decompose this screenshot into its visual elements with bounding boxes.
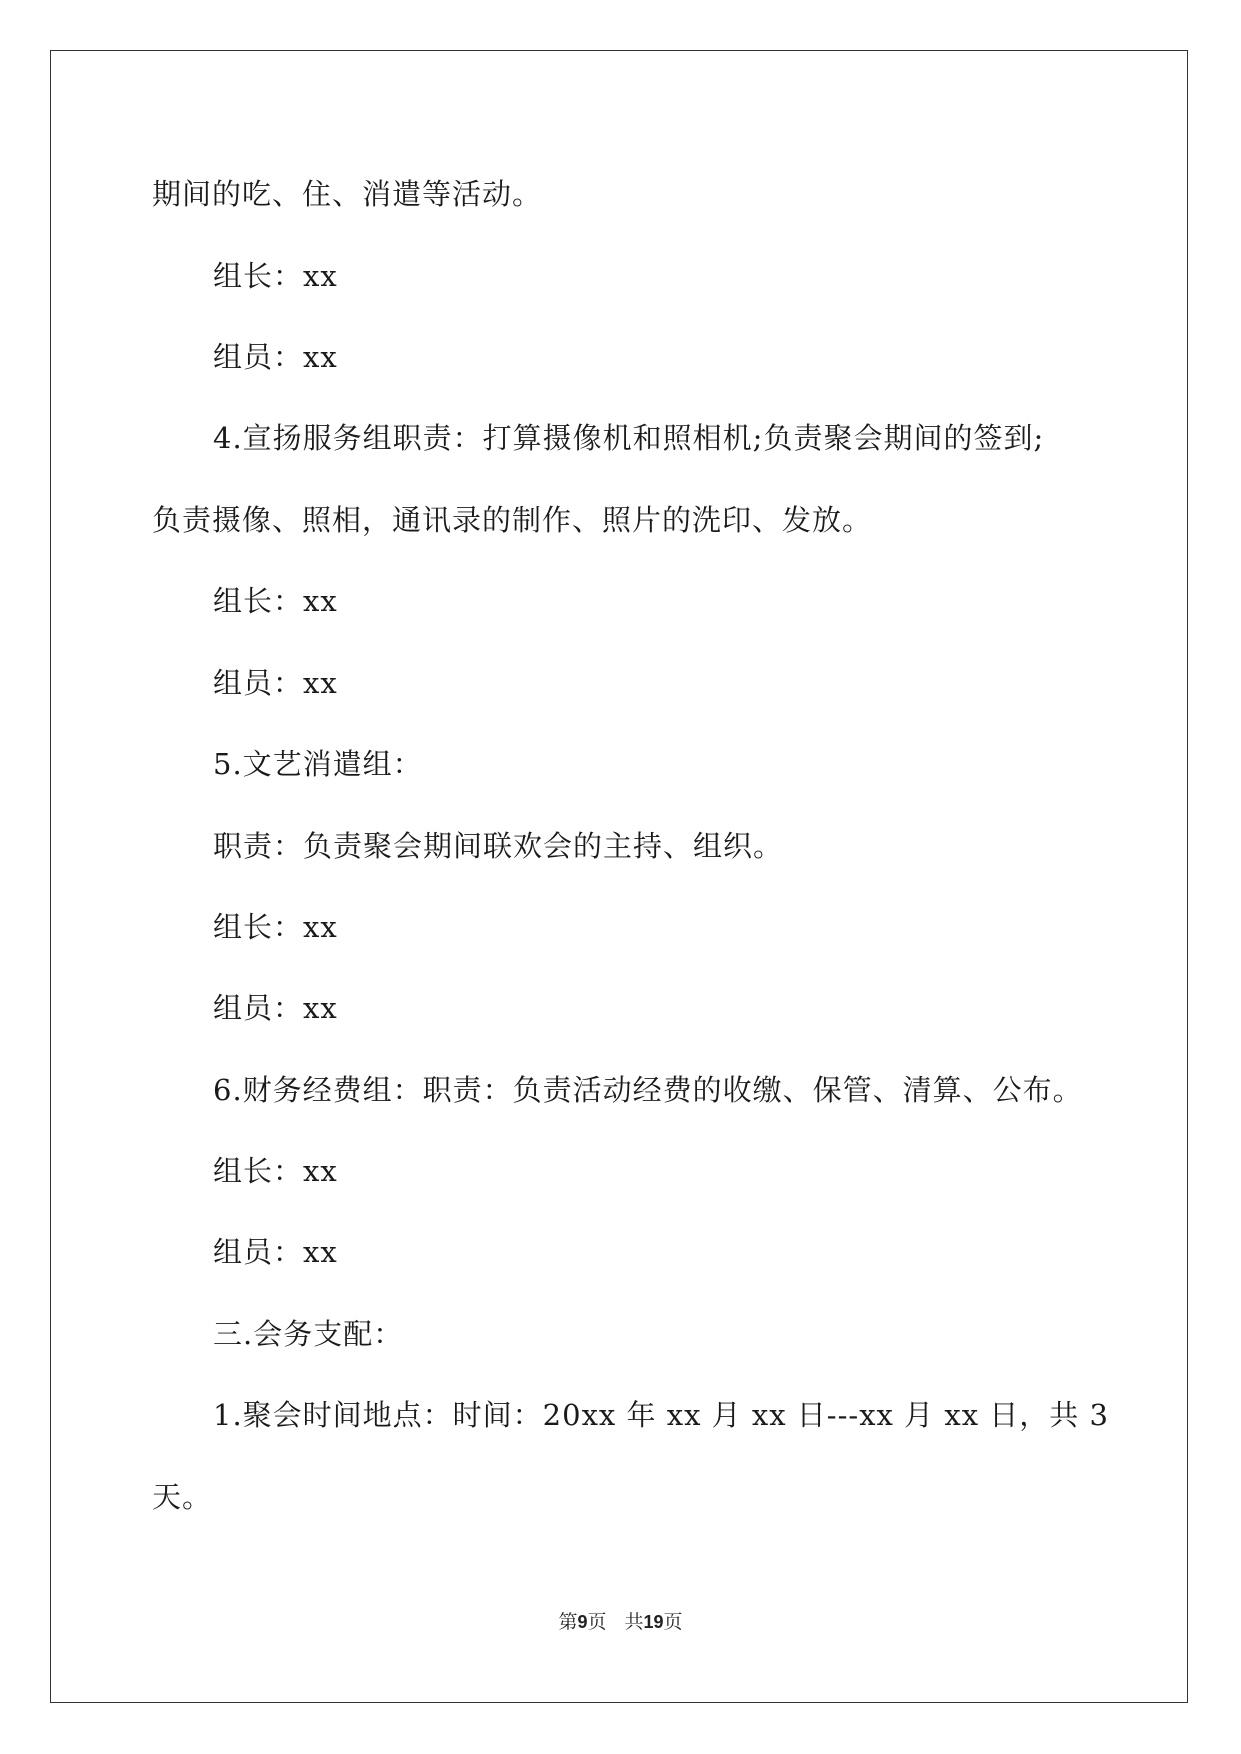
- team-member-line: 组员：xx: [213, 340, 338, 374]
- entertainment-group-heading: 5.文艺消遣组：: [213, 747, 423, 781]
- footer-page-suffix: 页: [587, 1611, 607, 1633]
- page-border: [50, 50, 1188, 1703]
- footer-total-suffix: 页: [663, 1611, 683, 1633]
- team-member-line: 组员：xx: [213, 1235, 338, 1269]
- page-footer: [0, 1610, 1241, 1634]
- team-leader-line: 组长：xx: [213, 910, 338, 944]
- team-member-line: 组员：xx: [213, 666, 338, 700]
- footer-prefix: 第: [558, 1611, 578, 1633]
- publicity-group-duties-cont: 负责摄像、照相，通讯录的制作、照片的洗印、发放。: [152, 503, 873, 537]
- page-number: 9: [577, 1612, 588, 1632]
- meeting-time-place: 1.聚会时间地点：时间：20xx 年 xx 月 xx 日---xx 月 xx 日，共 3: [213, 1398, 1109, 1432]
- team-leader-line: 组长：xx: [213, 1154, 338, 1188]
- finance-group-duties: 6.财务经费组：职责：负责活动经费的收缴、保管、清算、公布。: [213, 1073, 1083, 1107]
- meeting-time-place-cont: 天。: [152, 1480, 213, 1514]
- footer-total-prefix: 共: [624, 1611, 644, 1633]
- team-member-line: 组员：xx: [213, 991, 338, 1025]
- entertainment-group-duties: 职责：负责聚会期间联欢会的主持、组织。: [213, 829, 784, 863]
- team-leader-line: 组长：xx: [213, 259, 338, 293]
- total-pages: 19: [643, 1612, 664, 1632]
- team-leader-line: 组长：xx: [213, 584, 338, 618]
- section-heading-conference-arrangements: 三.会务支配：: [213, 1317, 404, 1351]
- publicity-group-duties: 4.宣扬服务组职责：打算摄像机和照相机;负责聚会期间的签到;: [213, 421, 1045, 455]
- text-line-1: 期间的吃、住、消遣等活动。: [152, 177, 543, 211]
